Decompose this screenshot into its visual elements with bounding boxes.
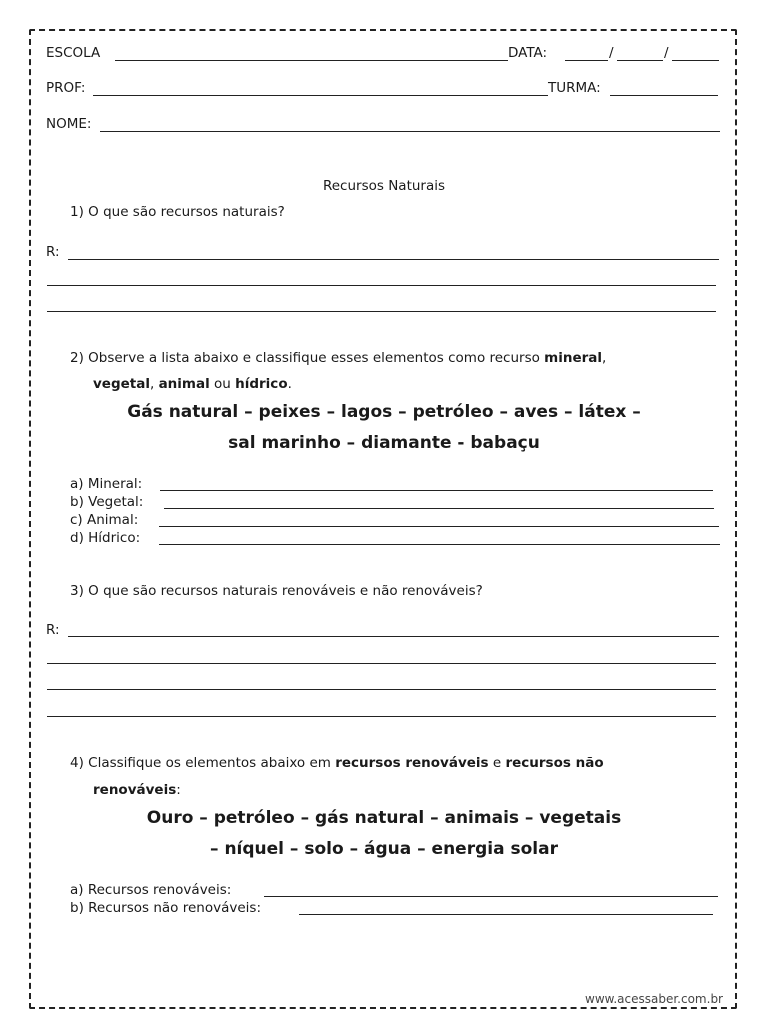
nao-renovaveis-label: b) Recursos não renováveis: xyxy=(70,900,261,916)
data-month-field[interactable] xyxy=(617,60,663,61)
prof-label: PROF: xyxy=(46,80,86,96)
answer-line[interactable] xyxy=(47,311,716,312)
data-year-field[interactable] xyxy=(672,60,719,61)
turma-label: TURMA: xyxy=(548,80,601,96)
answer-line[interactable] xyxy=(47,663,716,664)
question-2-line-1: 2) Observe a lista abaixo e classifique esses elementos como recurso mineral, xyxy=(70,350,607,366)
question-4-line-1: 4) Classifique os elementos abaixo em recursos renováveis e recursos não xyxy=(70,755,604,771)
answer-line[interactable] xyxy=(47,285,716,286)
question-3: 3) O que são recursos naturais renováveis e não renováveis? xyxy=(70,583,483,599)
renovaveis-field[interactable] xyxy=(264,896,718,897)
question-4-line-2: renováveis: xyxy=(93,782,181,798)
answer-line[interactable] xyxy=(68,259,719,260)
data-label: DATA: xyxy=(508,45,548,61)
hidrico-label: d) Hídrico: xyxy=(70,530,141,546)
mineral-label: a) Mineral: xyxy=(70,476,143,492)
animal-field[interactable] xyxy=(159,526,719,527)
prof-field[interactable] xyxy=(93,95,548,96)
data-separator: / xyxy=(609,45,614,61)
escola-label: ESCOLA xyxy=(46,45,101,61)
footer-url: www.acessaber.com.br xyxy=(585,992,723,1006)
animal-label: c) Animal: xyxy=(70,512,139,528)
vegetal-label: b) Vegetal: xyxy=(70,494,144,510)
data-day-field[interactable] xyxy=(565,60,608,61)
answer-line[interactable] xyxy=(68,636,719,637)
answer-label: R: xyxy=(46,244,60,260)
element-list-line-1: Gás natural – peixes – lagos – petróleo – aves – látex – xyxy=(127,402,641,422)
answer-line[interactable] xyxy=(47,716,716,717)
renovaveis-label: a) Recursos renováveis: xyxy=(70,882,232,898)
element-list-line-2: – níquel – solo – água – energia solar xyxy=(210,839,558,859)
data-separator: / xyxy=(664,45,669,61)
escola-field[interactable] xyxy=(115,60,508,61)
turma-field[interactable] xyxy=(610,95,718,96)
element-list-line-2: sal marinho – diamante - babaçu xyxy=(228,433,540,453)
element-list-line-1: Ouro – petróleo – gás natural – animais – vegetais xyxy=(146,808,622,828)
mineral-field[interactable] xyxy=(160,490,713,491)
question-2-line-2: vegetal, animal ou hídrico. xyxy=(93,376,292,392)
vegetal-field[interactable] xyxy=(164,508,714,509)
answer-label: R: xyxy=(46,622,60,638)
nome-label: NOME: xyxy=(46,116,92,132)
nome-field[interactable] xyxy=(100,131,720,132)
nao-renovaveis-field[interactable] xyxy=(299,914,713,915)
question-1: 1) O que são recursos naturais? xyxy=(70,204,285,220)
answer-line[interactable] xyxy=(47,689,716,690)
hidrico-field[interactable] xyxy=(159,544,720,545)
worksheet-title: Recursos Naturais xyxy=(322,178,446,194)
